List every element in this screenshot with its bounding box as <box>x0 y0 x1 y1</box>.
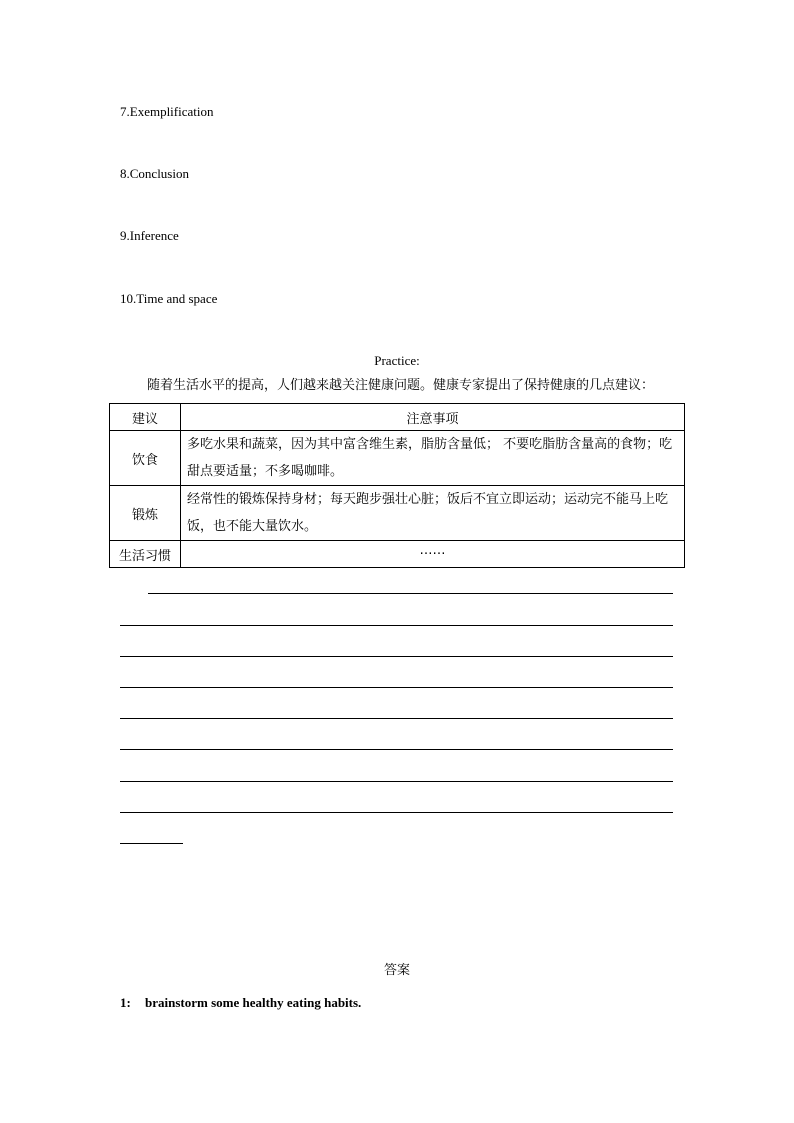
table-cell-category: 生活习惯 <box>110 541 181 568</box>
writing-line <box>120 656 673 657</box>
outline-item-9: 9.Inference <box>120 228 179 243</box>
table-cell-category: 饮食 <box>110 431 181 486</box>
table-cell-category: 锻炼 <box>110 486 181 541</box>
writing-line <box>120 812 673 813</box>
outline-item-7: 7.Exemplification <box>120 104 214 119</box>
table-cell-note: 多吃水果和蔬菜，因为其中富含维生素，脂肪含量低； 不要吃脂肪含量高的食物；吃甜点要适量；不多喝咖啡。 <box>181 431 685 486</box>
table-row <box>110 431 685 486</box>
writing-line <box>120 718 673 719</box>
answer-item <box>120 995 361 1011</box>
table-header-advice: 建议 <box>110 404 181 431</box>
outline-item-8: 8.Conclusion <box>120 166 189 181</box>
writing-line-end <box>120 843 183 844</box>
practice-title: Practice: <box>374 353 420 368</box>
advice-table <box>109 403 685 568</box>
table-header-row <box>110 404 685 431</box>
answers-title: 答案 <box>383 963 410 978</box>
practice-intro: 随着生活水平的提高，人们越来越关注健康问题。健康专家提出了保持健康的几点建议： <box>147 378 655 393</box>
answer-text: brainstorm some healthy eating habits. <box>145 995 362 1010</box>
table-cell-note: 经常性的锻炼保持身材；每天跑步强壮心脏；饭后不宜立即运动；运动完不能马上吃饭，也不能大量饮水。 <box>181 486 685 541</box>
writing-line <box>148 593 673 594</box>
writing-line <box>120 749 673 750</box>
writing-line <box>120 625 673 626</box>
answer-number: 1: <box>120 995 131 1010</box>
table-row <box>110 541 685 568</box>
table-cell-note: …… <box>181 541 685 568</box>
writing-line <box>120 687 673 688</box>
table-header-notes: 注意事项 <box>181 404 685 431</box>
writing-line <box>120 781 673 782</box>
outline-item-10: 10.Time and space <box>120 291 218 306</box>
table-row <box>110 486 685 541</box>
